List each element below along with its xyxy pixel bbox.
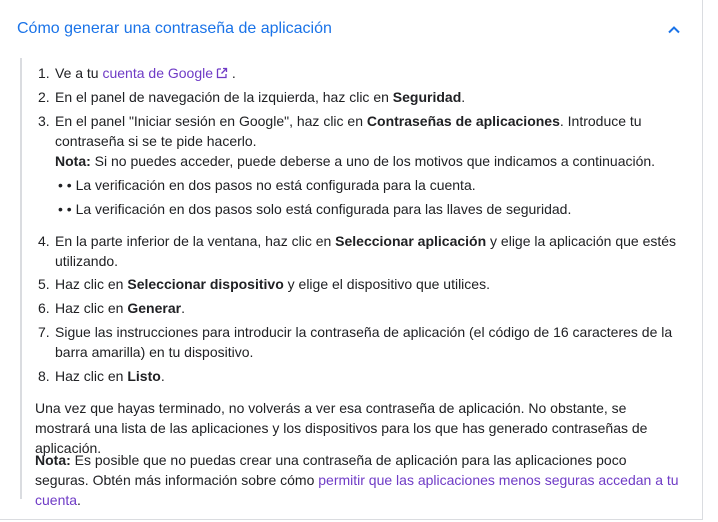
step-number: 4.	[38, 233, 50, 249]
note-label: Nota:	[35, 452, 71, 468]
closing-paragraph: Una vez que hayas terminado, no volverás a ver esa contraseña de aplicación. No obstante, se mostrará una lista de las aplicaciones y los dispositivos para los que has generado contraseñas de aplicación.	[35, 400, 648, 456]
external-link-icon[interactable]	[216, 67, 228, 79]
step-text-bold: Seguridad	[392, 89, 462, 105]
step-text	[55, 274, 680, 294]
bullet-item: • • La verificación en dos pasos no está configurada para la cuenta.	[58, 177, 476, 193]
step-number: 3.	[38, 113, 50, 129]
step-text-bold: Seleccionar dispositivo	[127, 276, 284, 292]
step-note-body	[55, 151, 680, 171]
step-text-pre: En la parte inferior de la ventana, haz clic en	[55, 233, 336, 249]
step-text-pre: En el panel de navegación de la izquierda, haz clic en	[55, 89, 393, 105]
step-text-post: .	[160, 368, 165, 384]
step-text-pre: Ve a tu	[55, 65, 103, 81]
google-account-link-text[interactable]: cuenta de Google	[102, 65, 214, 81]
step-text-post: .	[461, 89, 466, 105]
step-text-pre: Haz clic en	[55, 276, 128, 292]
step-text	[55, 87, 680, 107]
step-text: Sigue las instrucciones para introducir la contraseña de aplicación (el código de 16 caracteres de la barra amarilla) en tu dispositivo.	[55, 324, 673, 360]
step-text-bold: Seleccionar aplicación	[335, 233, 487, 249]
step-number: 7.	[38, 324, 50, 340]
accordion-title[interactable]: Cómo generar una contraseña de aplicación	[17, 20, 332, 37]
step-text	[55, 298, 680, 318]
note-text: Si no puedes acceder, puede deberse a uno de los motivos que indicamos a continuación.	[90, 153, 656, 169]
note-label: Nota:	[55, 153, 91, 169]
step-text-bold: Listo	[127, 368, 161, 384]
step-text-pre: Haz clic en	[55, 368, 128, 384]
step-number: 5.	[38, 276, 50, 292]
step-text	[55, 111, 680, 151]
less-secure-apps-link[interactable]: permitir que las aplicaciones menos seguras accedan a tu cuenta	[35, 472, 679, 508]
final-note	[35, 450, 683, 510]
step-text-post: .	[228, 65, 236, 81]
step-text	[55, 366, 680, 386]
step-text-post: y elige el dispositivo que utilices.	[283, 276, 490, 292]
bullet-item: • • La verificación en dos pasos solo está configurada para las llaves de seguridad.	[58, 201, 572, 217]
chevron-up-icon[interactable]	[665, 21, 683, 39]
step-text	[55, 63, 680, 83]
step-text-post: .	[181, 300, 185, 316]
step-text-pre: Haz clic en	[55, 300, 128, 316]
accordion-content	[20, 58, 684, 508]
google-account-link[interactable]	[102, 65, 228, 81]
step-number: 6.	[38, 300, 50, 316]
note-text: Es posible que no puedas crear una contraseña de aplicación para las aplicaciones poco seguras. Obtén más información sobre cómo	[35, 452, 627, 488]
step-text-pre: En el panel "Iniciar sesión en Google", haz clic en	[55, 113, 367, 129]
step-text-bold: Contraseñas de aplicaciones	[366, 113, 560, 129]
step-text-post: . Introduce tu contraseña si se te pide hacerlo.	[55, 113, 642, 149]
step-text-bold: Generar	[127, 300, 182, 316]
accordion-header[interactable]	[0, 0, 702, 58]
step-number: 1.	[38, 65, 50, 81]
step-number: 8.	[38, 368, 50, 384]
note-text-post: .	[77, 492, 81, 508]
step-text-post: y elige la aplicación que estés utilizando.	[55, 233, 677, 269]
step-text	[55, 231, 680, 271]
step-number: 2.	[38, 89, 50, 105]
